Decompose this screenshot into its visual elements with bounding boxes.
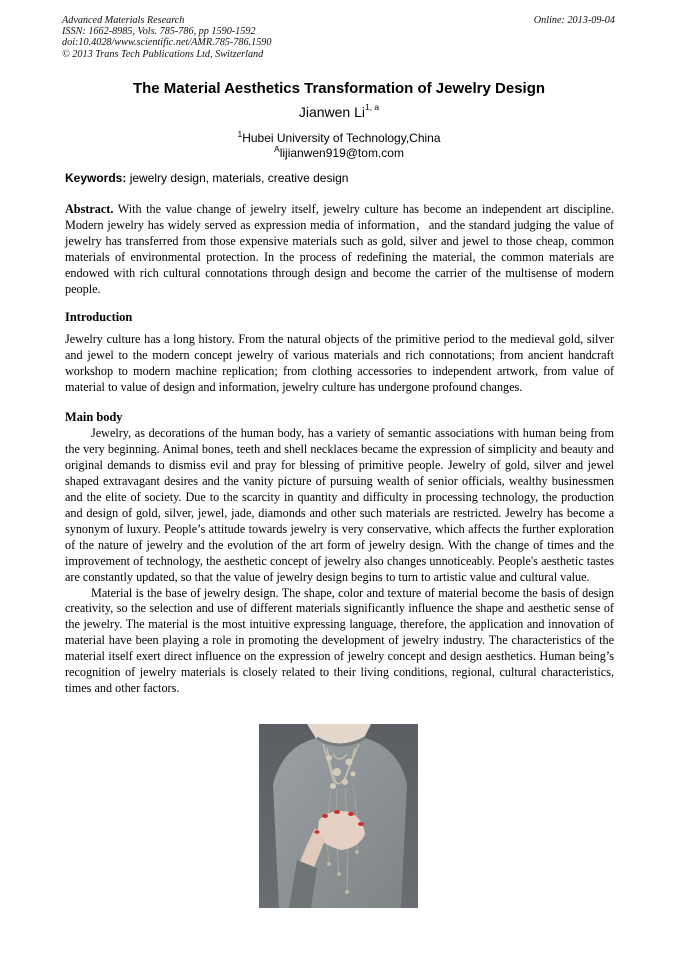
journal-doi[interactable]: doi:10.4028/www.scientific.net/AMR.785-786.1590 <box>62 37 272 49</box>
keywords-text: jewelry design, materials, creative design <box>129 171 349 185</box>
main-body-text <box>65 426 614 697</box>
introduction-paragraph: Jewelry culture has a long history. From the natural objects of the primitive period to the medieval gold, silver and jewel to the modern concept jewelry of various materials and rich connotations; from ancient handcraft workshop to modern machine replication; from clothing accessories to independent artwork, from value of material to value of design and information, jewelry culture has undergone profound changes. <box>65 332 614 394</box>
jewelry-photo <box>259 724 418 908</box>
journal-header <box>62 15 615 60</box>
author-name: Jianwen Li <box>298 104 365 120</box>
jewelry-photo-icon <box>259 724 418 908</box>
email-text[interactable]: lijianwen919@tom.com <box>279 146 404 160</box>
affiliation-institution <box>0 131 678 145</box>
journal-issn: ISSN: 1662-8985, Vols. 785-786, pp 1590-1592 <box>62 26 256 38</box>
main-body-paragraph-2: Material is the base of jewelry design. The shape, color and texture of material become the basis of design creativity, so the selection and use of different materials significantly influence the shape and aesthetic sense of the jewelry. The material is the most intuitive expressing language, therefore, the application and innovation of material have been playing a role in promoting the development of jewelry industry. The characteristics of the material itself exert direct influence on the expression of jewelry concept and design aesthetics. Human being’s recognition of jewelry materials is closely related to their living conditions, regional, cultural characteristics, times and other factors. <box>65 585 614 696</box>
introduction-heading: Introduction <box>65 310 133 324</box>
abstract-label: Abstract. <box>65 202 114 216</box>
main-body-heading: Main body <box>65 410 123 424</box>
journal-copyright: © 2013 Trans Tech Publications Ltd, Switzerland <box>62 48 264 60</box>
author-superscript: 1, a <box>364 102 380 112</box>
journal-name: Advanced Materials Research <box>62 15 185 26</box>
affiliation-superscript: 1 <box>237 129 243 139</box>
abstract-text: With the value change of jewelry itself, jewelry culture has become an independent art discipline. Modern jewelry has widely served as expression media of information，and the standard judging the value of jewelry has transferred from those expensive materials such as gold, silver and jewel to those cheap, common materials of environmental protection. In the process of redefining the material, the common materials are endowed with rich cultural connotations through design and become the carrier of the multisense of modern people. <box>65 202 614 296</box>
main-body-paragraph-1: Jewelry, as decorations of the human body, has a variety of semantic associations with human being from the very beginning. Animal bones, teeth and shell necklaces became the expression of simplicity and beauty and original demands to dismiss evil and pray for blessing of primitive people. Jewelry of gold, silver and jewel shaped extravagant desires and the vanity picture of pursuing wealth of senior officials, wealthy businessmen and the elite of society. Due to the scarcity in quantity and difficulty in processing technology, the production and design of gold, silver, jewel, jade, diamonds and other such materials are restricted. Jewelry has become a synonym of luxury. People’s attitude towards jewelry is very conservative, which affects the further exploration of the nature of jewelry and the evolution of the art form of jewelry design. With the change of times and the improvement of technology, the aesthetic concept of jewelry also changes unnoticeably. People's aesthetic tastes are constantly updated, so that the value of jewelry design begins to turn to artistic value and cultural value. <box>65 426 614 584</box>
affiliation-email <box>0 146 678 160</box>
online-date: Online: 2013-09-04 <box>533 15 615 26</box>
introduction-text <box>65 332 614 396</box>
paper-title: The Material Aesthetics Transformation of Jewelry Design <box>132 80 546 97</box>
abstract <box>65 202 614 298</box>
affiliation-text: Hubei University of Technology,China <box>242 131 441 145</box>
keywords <box>65 171 615 185</box>
email-superscript: A <box>274 144 280 154</box>
author-line <box>0 104 678 120</box>
keywords-label: Keywords: <box>65 171 127 185</box>
